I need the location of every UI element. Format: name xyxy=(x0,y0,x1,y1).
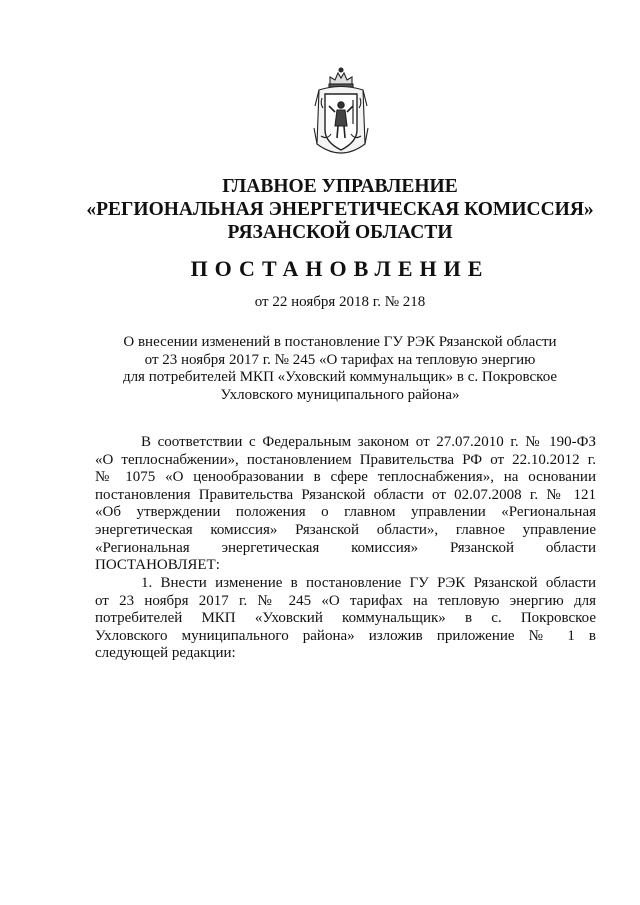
preamble-line: «О теплоснабжении», постановлением Правительства РФ от 22.10.2012 г. xyxy=(95,451,596,468)
item-1-line: Ухловского муниципального района» изложив приложение № 1 в xyxy=(95,627,596,644)
preamble-line: «Региональная энергетическая комиссия» Рязанской области xyxy=(95,539,596,556)
subject-line: для потребителей МКП «Уховский коммунальщик» в с. Покровское xyxy=(122,369,558,385)
preamble-line: «Об утверждении положения о главном управлении «Региональная xyxy=(95,504,596,521)
item-1-line: следующей редакции: xyxy=(95,645,236,662)
preamble-line: постановления Правительства Рязанской области от 02.07.2008 г. № 121 xyxy=(95,486,596,503)
item-1-line: от 23 ноября 2017 г. № 245 «О тарифах на тепловую энергию для xyxy=(95,592,596,609)
subject-line: Ухловского муниципального района» xyxy=(220,386,460,403)
preamble-line: № 1075 «О ценообразовании в сфере теплоснабжения», на основании xyxy=(95,469,596,486)
item-1-line: 1. Внести изменение в постановление ГУ РЭК Рязанской области xyxy=(141,575,596,591)
authority-name-line-1: ГЛАВНОЕ УПРАВЛЕНИЕ xyxy=(222,176,458,197)
subject-line: О внесении изменений в постановление ГУ РЭК Рязанской области xyxy=(123,334,557,350)
item-1-line: потребителей МКП «Уховский коммунальщик» в с. Покровское xyxy=(95,610,596,627)
authority-name-line-3: РЯЗАНСКОЙ ОБЛАСТИ xyxy=(227,222,453,243)
authority-name-line-2: «РЕГИОНАЛЬНАЯ ЭНЕРГЕТИЧЕСКАЯ КОМИССИЯ» xyxy=(86,199,594,220)
item-1-paragraph xyxy=(95,575,596,663)
subject-line: от 23 ноября 2017 г. № 245 «О тарифах на тепловую энергию xyxy=(144,351,536,368)
document-date-number: от 22 ноября 2018 г. № 218 xyxy=(254,294,426,310)
preamble-line: ПОСТАНОВЛЯЕТ: xyxy=(95,557,220,574)
document-subject xyxy=(100,334,580,404)
document-type-title: ПОСТАНОВЛЕНИЕ xyxy=(190,256,490,281)
preamble-line: энергетическая комиссия» Рязанской области», главное управление xyxy=(95,521,596,538)
preamble-paragraph xyxy=(95,434,596,575)
preamble-line: В соответствии с Федеральным законом от 27.07.2010 г. № 190-ФЗ xyxy=(141,434,596,450)
ryazan-coat-of-arms-icon xyxy=(313,66,369,162)
